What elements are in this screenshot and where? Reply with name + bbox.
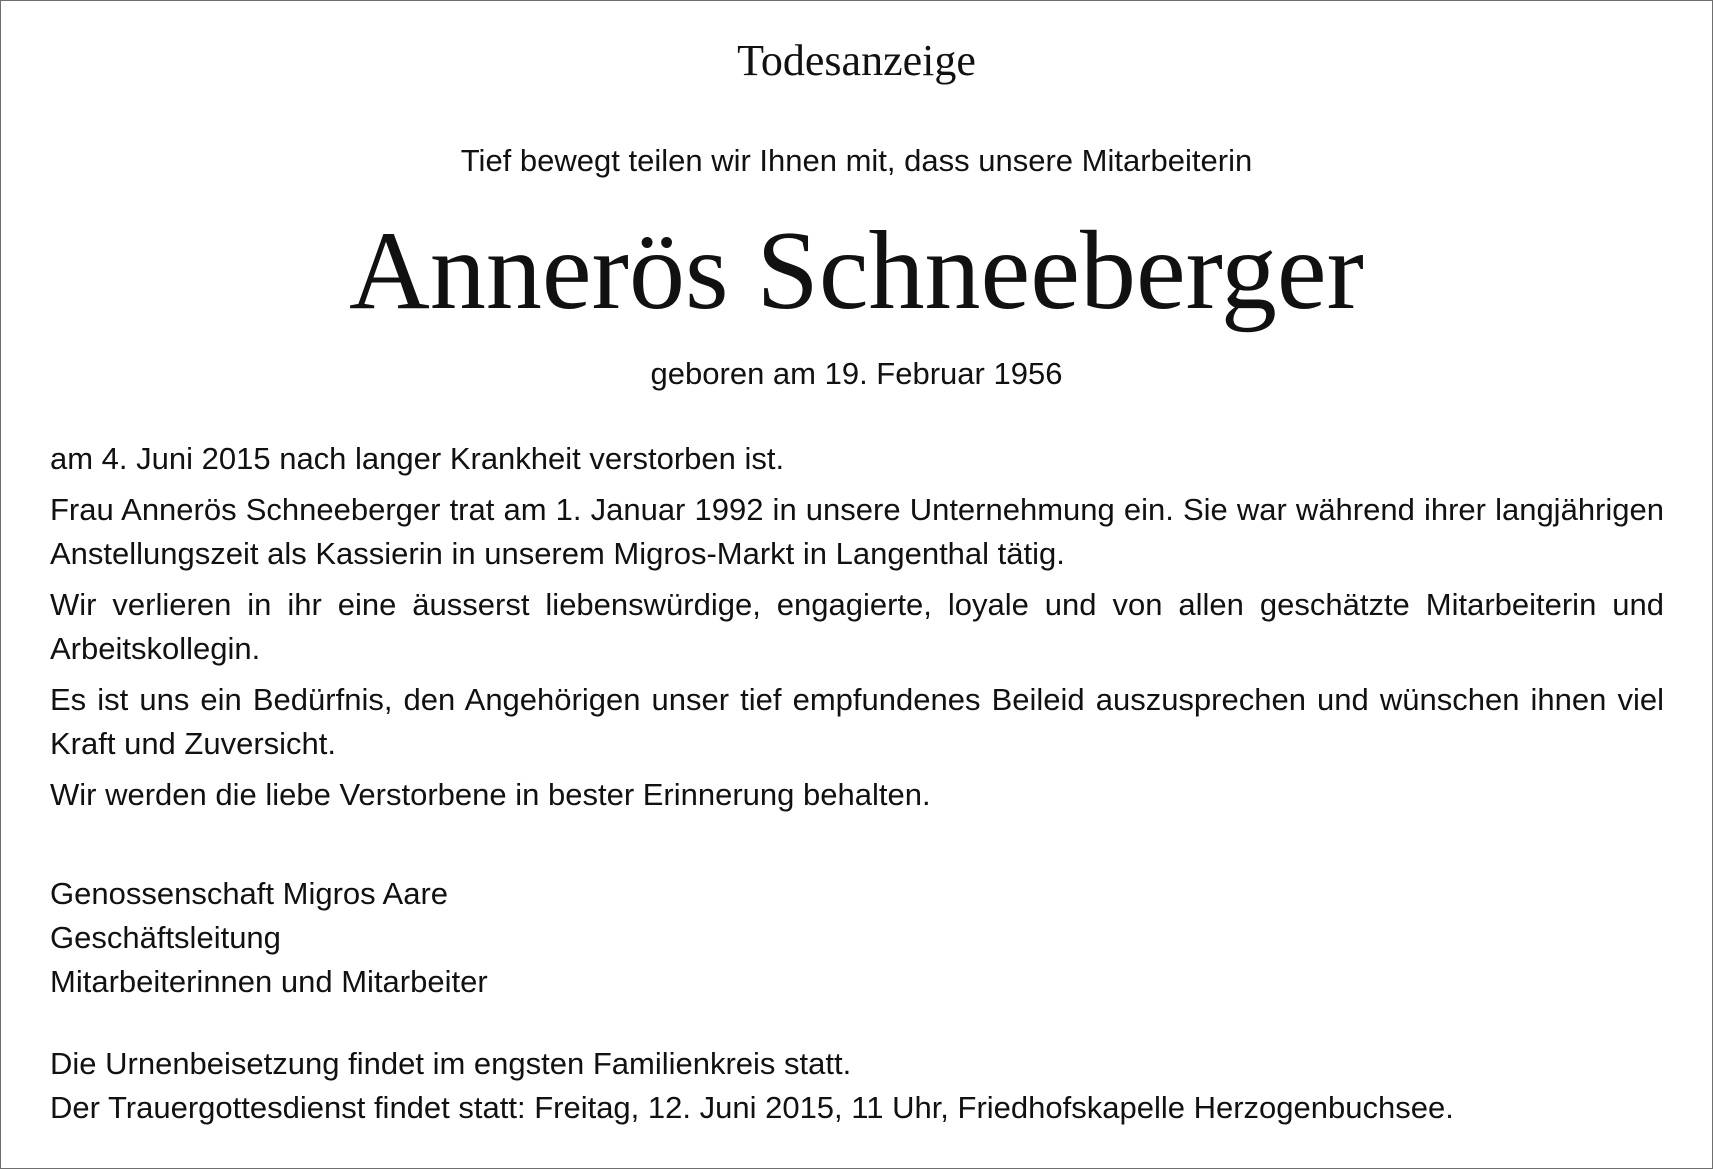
remembrance-paragraph: Wir werden die liebe Verstorbene in bester Erinnerung behalten.	[50, 777, 931, 812]
service-info: Der Trauergottesdienst findet statt: Freitag, 12. Juni 2015, 11 Uhr, Friedhofskapelle Herzogenbuchsee.	[50, 1090, 1454, 1125]
signatory-staff: Mitarbeiterinnen und Mitarbeiter	[50, 964, 488, 999]
signatories-block	[50, 872, 1664, 1004]
death-date-paragraph: am 4. Juni 2015 nach langer Krankheit verstorben ist.	[50, 441, 785, 476]
intro-text: Tief bewegt teilen wir Ihnen mit, dass unsere Mitarbeiterin	[460, 143, 1253, 178]
closing-block	[50, 1042, 1664, 1130]
condolence-paragraph: Es ist uns ein Bedürfnis, den Angehörigen unser tief empfundenes Beileid auszusprechen und wünschen ihnen viel Kraft und Zuversicht.	[50, 682, 1664, 761]
birth-date-text: geboren am 19. Februar 1956	[650, 356, 1063, 391]
signatory-cooperative: Genossenschaft Migros Aare	[50, 876, 449, 911]
notice-heading: Todesanzeige	[737, 36, 976, 85]
signatory-management: Geschäftsleitung	[50, 920, 281, 955]
notice-body	[50, 437, 1664, 824]
burial-info: Die Urnenbeisetzung findet im engsten Familienkreis statt.	[50, 1046, 852, 1081]
employment-paragraph: Frau Annerös Schneeberger trat am 1. Januar 1992 in unsere Unternehmung ein. Sie war während ihrer langjährigen Anstellungszeit als Kassierin in unserem Migros-Markt in Langenthal tätig.	[50, 492, 1664, 571]
tribute-paragraph: Wir verlieren in ihr eine äusserst liebenswürdige, engagierte, loyale und von allen geschätzte Mitarbeiterin und Arbeitskollegin.	[50, 587, 1664, 666]
deceased-name: Annerös Schneeberger	[349, 209, 1364, 333]
